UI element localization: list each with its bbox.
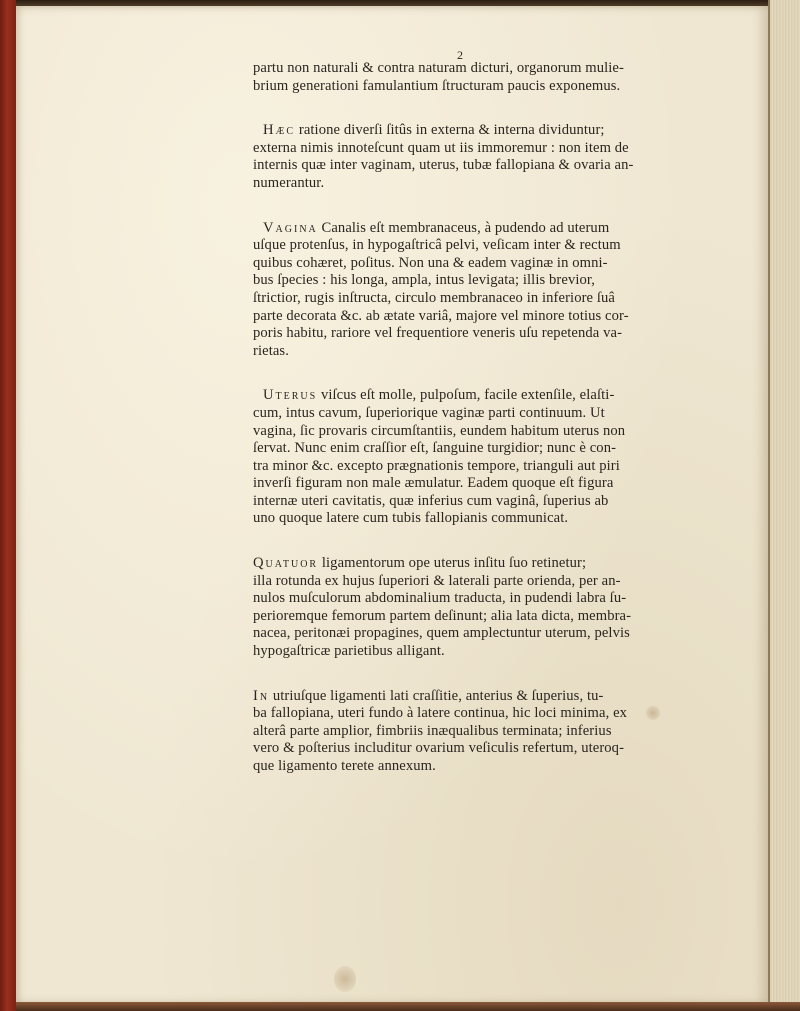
text-line: rietas.	[253, 342, 289, 359]
text-line: internæ uteri cavitatis, quæ inferius cum vaginâ, ſuperius ab	[253, 492, 609, 509]
text-line: uno quoque latere cum tubis fallopianis communicat.	[253, 510, 569, 527]
paragraph-lead: Uterus	[263, 387, 318, 404]
paragraph-quatuor	[253, 555, 685, 661]
text-line: inverſi figuram non male æmulatur. Eadem quoque eſt figura	[253, 475, 614, 492]
text-line: nacea, peritonæi propagines, quem amplectuntur uterum, pelvis	[253, 625, 630, 642]
text-line: bus ſpecies : his longa, ampla, intus levigata; illis brevior,	[253, 272, 596, 289]
page-edges	[768, 0, 800, 1011]
bottom-edge	[16, 1002, 800, 1011]
text-line: parte decorata &c. ab ætate variâ, majore vel minore totius cor-	[253, 307, 629, 324]
text-line: vero & poſterius includitur ovarium veſiculis refertum, uteroq-	[253, 740, 625, 757]
text-line: poris habitu, rariore vel frequentiore veneris uſu repetenda va-	[253, 325, 623, 342]
paragraph-uterus	[253, 387, 685, 528]
text-line: externa nimis innoteſcunt quam ut iis immoremur : non item de	[253, 139, 629, 156]
text-line: numerantur.	[253, 174, 325, 191]
paragraph-intro	[253, 60, 685, 95]
text-line: partu non naturali & contra naturam dicturi, organorum mulie-	[253, 60, 624, 76]
book-cover-edge	[0, 0, 16, 1011]
text-line: alterâ parte amplior, fimbriis inæqualibus terminata; inferius	[253, 722, 612, 739]
body-text	[253, 60, 685, 776]
text-line: tra minor &c. excepto prægnationis tempore, trianguli aut piri	[253, 457, 620, 474]
text-line: Canalis eſt membranaceus, à pudendo ad uterum	[317, 219, 610, 236]
text-line: internis quæ inter vaginam, uterus, tubæ fallopiana & ovaria an-	[253, 157, 634, 174]
paragraph-lead: Vagina	[263, 219, 318, 236]
text-line: que ligamento terete annexum.	[253, 758, 436, 774]
text-line: uſque protenſus, in hypogaſtricâ pelvi, veſicam inter & rectum	[253, 237, 621, 254]
paragraph-vagina	[253, 220, 685, 361]
text-line: ba fallopiana, uteri fundo à latere continua, hic loci minima, ex	[253, 705, 628, 722]
paper-stain	[334, 966, 356, 992]
text-line: vagina, ſic provaris circumſtantiis, eundem habitum uterus non	[253, 422, 626, 439]
paragraph-in	[253, 688, 685, 776]
paragraph-lead: Quatuor	[253, 555, 319, 572]
paragraph-haec	[253, 122, 685, 192]
text-line: quibus cohæret, poſitus. Non una & eadem vaginæ in omni-	[253, 254, 608, 271]
text-line: utriuſque ligamenti lati craſſitie, anterius & ſuperius, tu-	[269, 687, 604, 704]
paragraph-lead: In	[253, 687, 270, 704]
text-line: brium generationi famulantium ſtructuram paucis exponemus.	[253, 77, 621, 94]
text-line: nulos muſculorum abdominalium traducta, in pudendi labra ſu-	[253, 590, 627, 607]
text-line: viſcus eſt molle, pulpoſum, facile extenſile, elaſti-	[317, 387, 615, 404]
text-line: perioremque femorum partem deſinunt; alia lata dicta, membra-	[253, 607, 632, 624]
text-line: cum, intus cavum, ſuperiorique vaginæ parti continuum. Ut	[253, 404, 605, 421]
text-line: ſtrictior, rugis inſtructa, circulo membranaceo in inferiore ſuâ	[253, 289, 616, 306]
paragraph-lead: Hæc	[263, 122, 296, 139]
text-line: ſervat. Nunc enim craſſior eſt, ſanguine turgidior; nunc è con-	[253, 440, 617, 457]
text-line: hypogaſtricæ parietibus alligant.	[253, 643, 445, 660]
text-line: illa rotunda ex hujus ſuperiori & laterali parte orienda, per an-	[253, 572, 621, 589]
text-line: ligamentorum ope uterus inſitu ſuo retinetur;	[318, 555, 587, 572]
page-number: 2	[457, 48, 463, 62]
text-line: ratione diverſi ſitûs in externa & interna dividuntur;	[295, 122, 605, 139]
